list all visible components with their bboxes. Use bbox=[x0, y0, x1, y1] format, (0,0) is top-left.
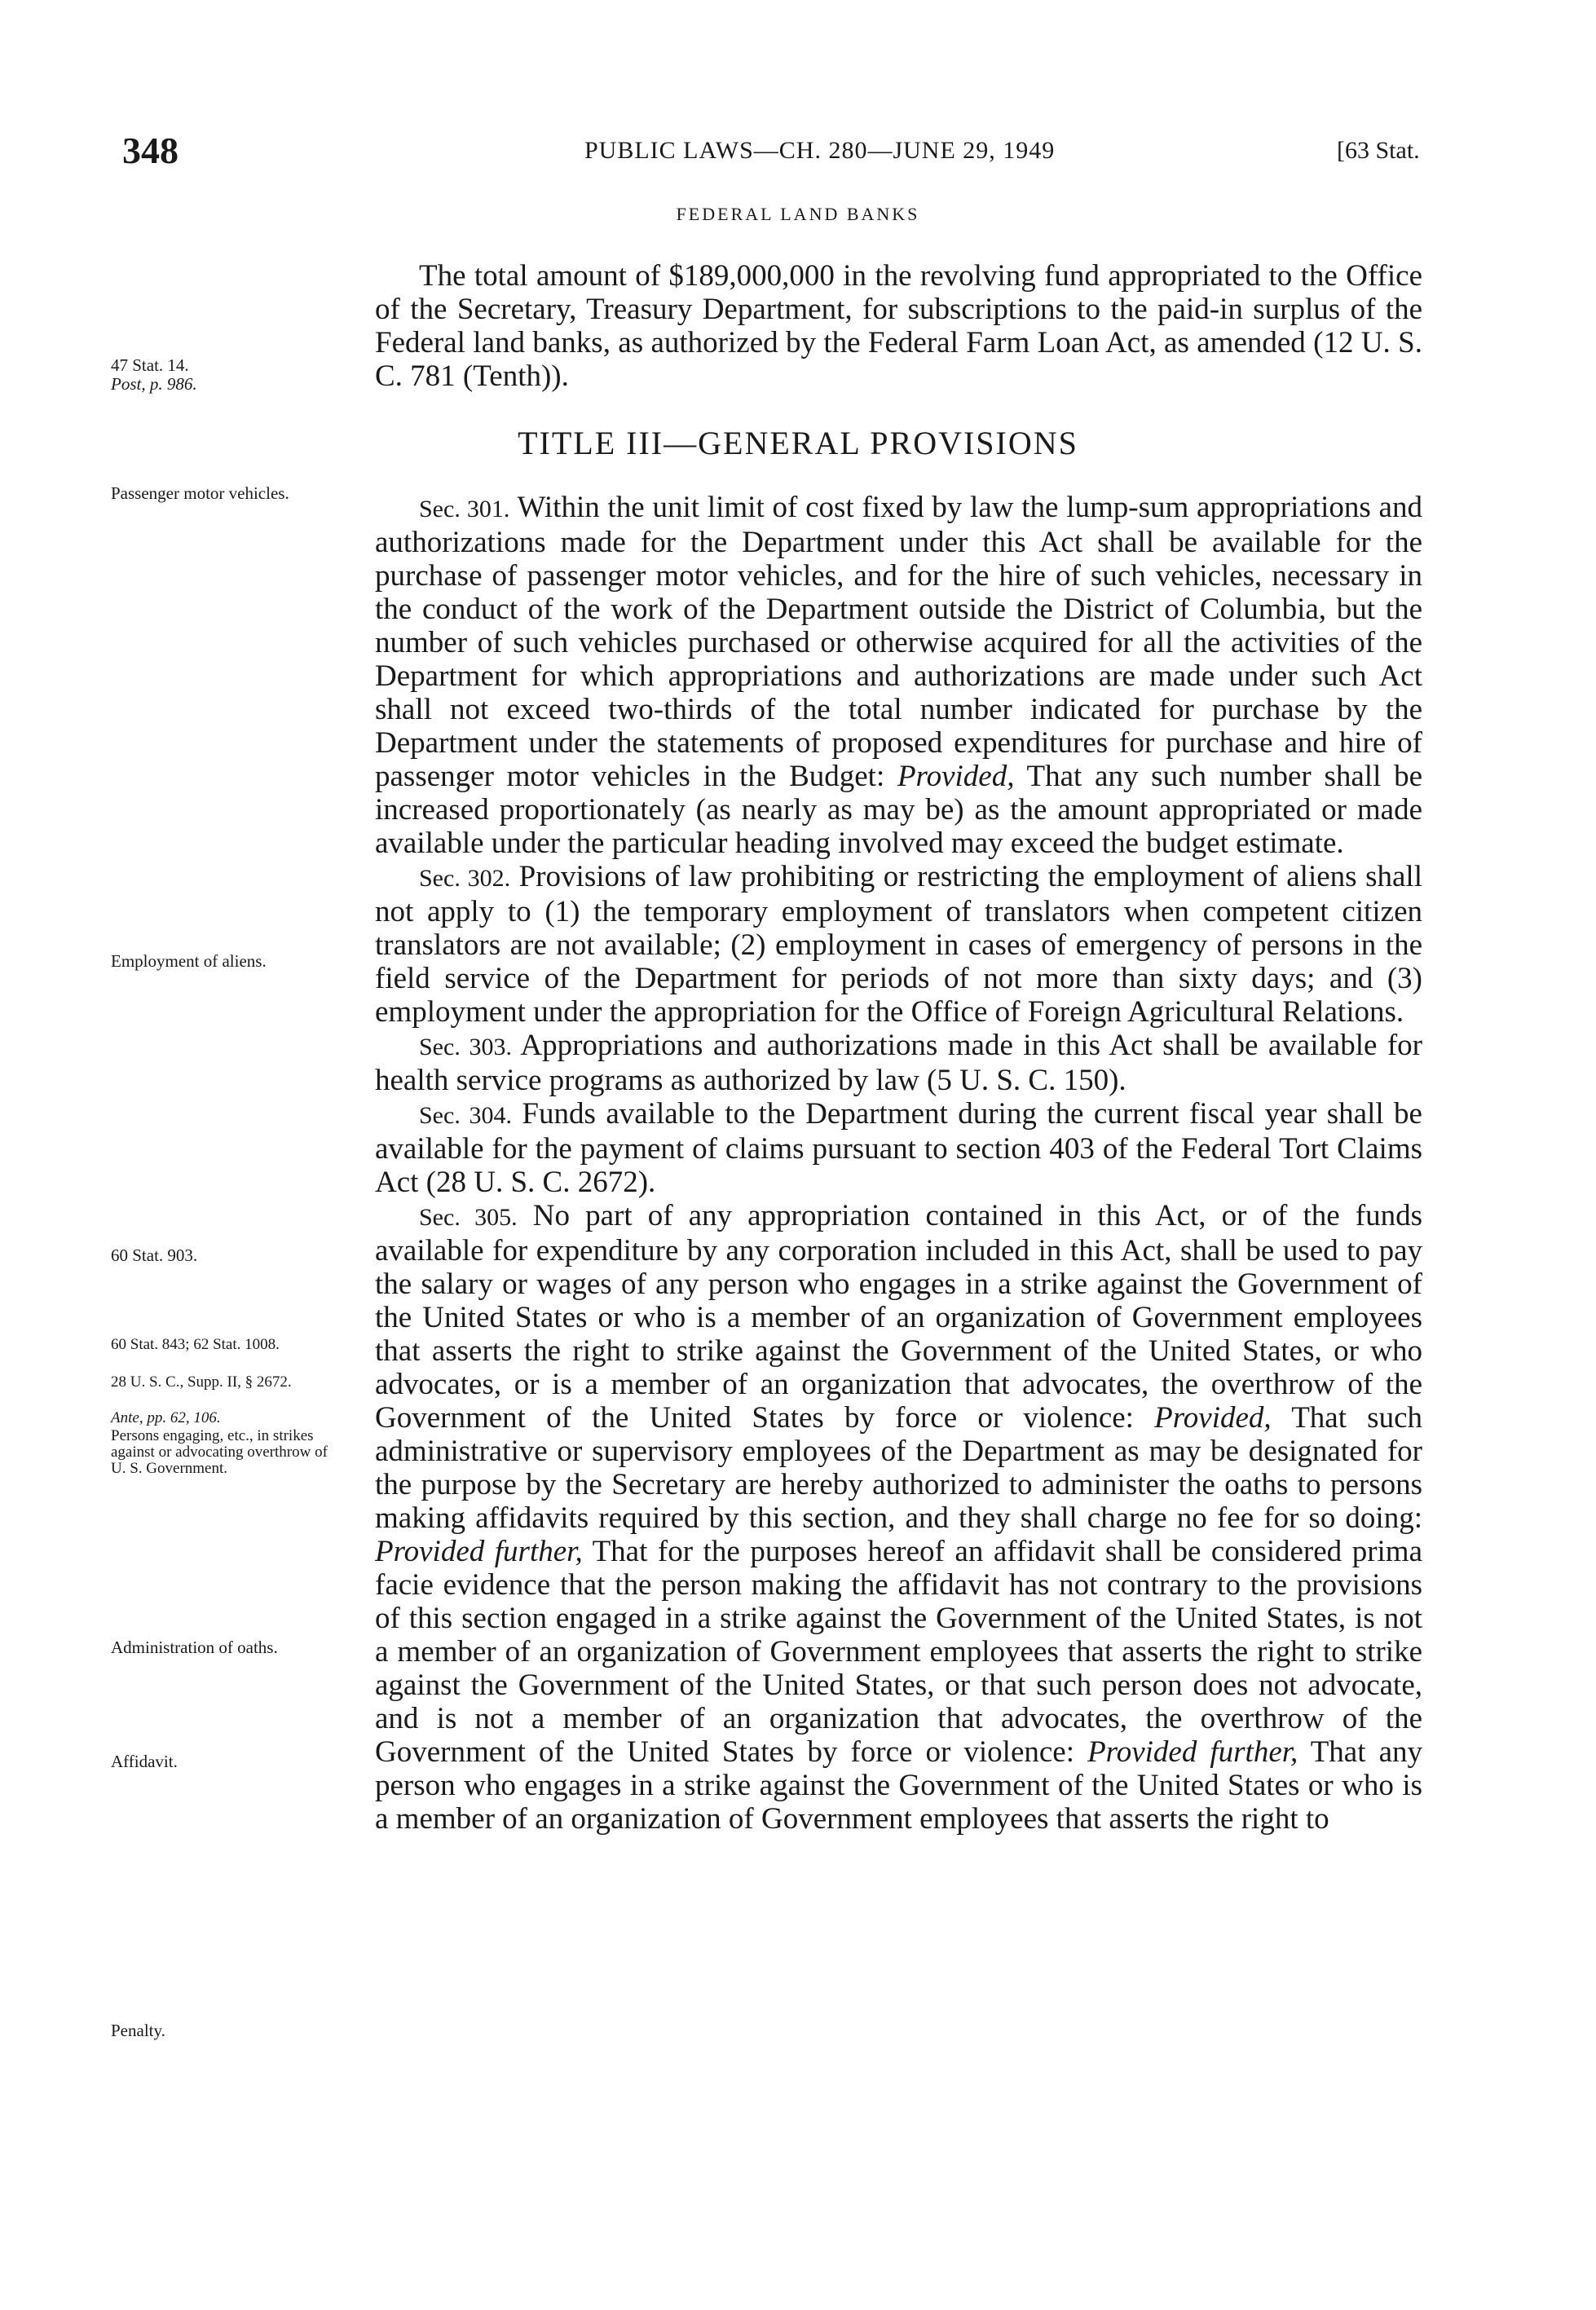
proviso: Provided further, bbox=[375, 1535, 583, 1568]
margin-note-stat-60-903: 60 Stat. 903. bbox=[111, 1245, 198, 1265]
margin-note-administration: Administration of oaths. bbox=[111, 1638, 278, 1657]
section-302 bbox=[375, 860, 1422, 1029]
section-label: Sec. 305. bbox=[419, 1204, 518, 1231]
margin-note-affidavit: Affidavit. bbox=[111, 1752, 178, 1771]
volume-reference: [63 Stat. bbox=[1337, 137, 1420, 164]
section-text: No part of any appropriation contained in this Act, or of the funds available for expenditure by any corporation included in this Act, shall be used to pay the salary or wages of any person who engages in a strike against the Government of the United States or who is a member of an organization of Government employees that asserts the right to strike against the Government of the United States, or who advocates, or is a member of an organization that advocates, the overthrow of the Government of the United States by force or violence: bbox=[375, 1199, 1422, 1435]
proviso: Provided further, bbox=[1087, 1735, 1298, 1769]
margin-note-stat-60-843: 60 Stat. 843; 62 Stat. 1008. bbox=[111, 1336, 280, 1353]
land-banks-text: The total amount of $189,000,000 in the revolving fund appropriated to the Office of the Secretary, Treasury Department, for subscriptions to the paid-in surplus of the Federal land banks, as authorized by the Federal Farm Loan Act, as amended (12 U. S. C. 781 (Tenth)). bbox=[375, 259, 1422, 393]
margin-citation: Post, p. 986. bbox=[111, 374, 197, 394]
margin-note-ante: Ante, pp. 62, 106. bbox=[111, 1409, 221, 1426]
section-text: Funds available to the Department during the current fiscal year shall be available for the payment of claims pursuant to section 403 of the Federal Tort Claims Act (28 U. S. C. 2672). bbox=[375, 1097, 1422, 1199]
section-text: That any person who engages in a strike against the Government of the United States or who is a member of an organization of Government employees that asserts the right to bbox=[375, 1735, 1422, 1836]
margin-note-persons-strikes: Persons engaging, etc., in strikes against or advocating overthrow of U. S. Government. bbox=[111, 1427, 328, 1477]
proviso: Provided, bbox=[1154, 1401, 1272, 1435]
section-301 bbox=[375, 491, 1422, 860]
section-text: Provisions of law prohibiting or restricting the employment of aliens shall not apply to (1) the temporary employment of translators when competent citizen translators are not available; (2) employment in cases of emergency of persons in the field service of the Department for periods of not more than sixty days; and (3) employment under the appropriation for the Office of Foreign Agricultural Relations. bbox=[375, 860, 1422, 1029]
section-text: That for the purposes hereof an affidavit shall be considered prima facie evidence that the person making the affidavit has not contrary to the provisions of this section engaged in a strike against the Government of the United States, is not a member of an organization of Government employees that asserts the right to strike against the Government of the United States, or that such person does not advocate, and is not a member of an organization that advocates, the overthrow of the Government of the United States by force or violence: bbox=[375, 1535, 1422, 1769]
section-text: Within the unit limit of cost fixed by law the lump-sum appropriations and authorizations made for the Department under this Act shall be available for the purchase of passenger motor vehicles, and for the hire of such vehicles, necessary in the conduct of the work of the Department outside the District of Columbia, but the number of such vehicles purchased or otherwise acquired for all the activities of the Department for which appropriations and authorizations are made under such Act shall not exceed two-thirds of the total number indicated for purchase by the Department under the statements of proposed expenditures for purchase and hire of passenger motor vehicles in the Budget: bbox=[375, 491, 1422, 793]
section-label: Sec. 302. bbox=[419, 865, 511, 892]
margin-citation: 47 Stat. 14. bbox=[111, 355, 189, 375]
section-label: Sec. 301. bbox=[419, 496, 510, 522]
margin-note-usc-28: 28 U. S. C., Supp. II, § 2672. bbox=[111, 1373, 292, 1391]
running-head bbox=[0, 129, 1596, 170]
section-303 bbox=[375, 1029, 1422, 1097]
proviso: Provided, bbox=[897, 760, 1015, 793]
section-305 bbox=[375, 1199, 1422, 1836]
page-number: 348 bbox=[122, 130, 179, 171]
running-title: PUBLIC LAWS—CH. 280—JUNE 29, 1949 bbox=[584, 137, 1056, 164]
margin-note-employment: Employment of aliens. bbox=[111, 951, 267, 971]
section-label: Sec. 303. bbox=[419, 1034, 512, 1060]
section-text: That any such number shall be increased proportionately (as nearly as may be) as the amount appropriated or made available under the particular heading involved may exceed the budget estimate. bbox=[375, 760, 1422, 860]
margin-note-stat-47 bbox=[111, 356, 347, 394]
title-heading: TITLE III—GENERAL PROVISIONS bbox=[518, 425, 1078, 461]
land-banks-paragraph bbox=[375, 259, 1422, 393]
margin-note-penalty: Penalty. bbox=[111, 2021, 165, 2040]
section-304 bbox=[375, 1097, 1422, 1199]
section-heading: FEDERAL LAND BANKS bbox=[676, 204, 920, 224]
section-label: Sec. 304. bbox=[419, 1102, 512, 1129]
margin-note-passenger: Passenger motor vehicles. bbox=[111, 483, 289, 503]
general-provisions-body bbox=[375, 491, 1422, 1836]
section-text: Appropriations and authorizations made in this Act shall be available for health service programs as authorized by law (5 U. S. C. 150). bbox=[375, 1029, 1422, 1097]
section-text: That such administrative or supervisory employees of the Department as may be designated for the purpose by the Secretary are hereby authorized to administer the oaths to persons making affidavits required by this section, and they shall charge no fee for so doing: bbox=[375, 1401, 1423, 1535]
